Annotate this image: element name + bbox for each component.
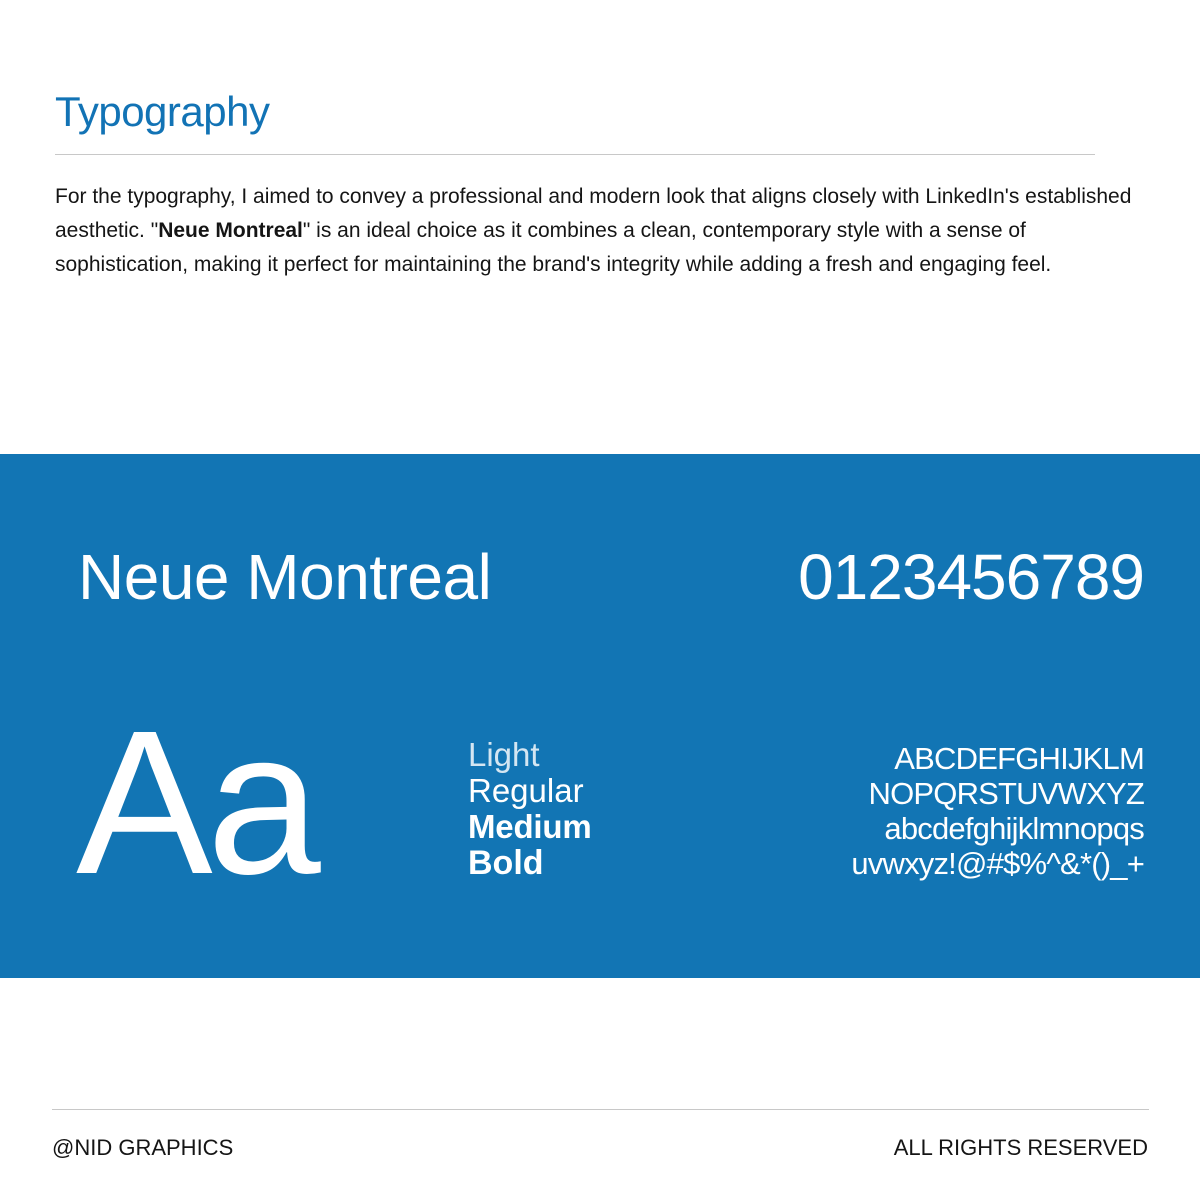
specimen-glyph-set [851, 741, 1144, 881]
glyph-line-symbols: uvwxyz!@#$%^&*()_+ [851, 846, 1144, 881]
weight-light: Light [468, 736, 540, 773]
specimen-digits: 0123456789 [798, 541, 1144, 613]
specimen-font-name: Neue Montreal [78, 541, 492, 613]
title-divider [55, 154, 1095, 155]
glyph-line-lowercase: abcdefghijklmnopqs [884, 811, 1144, 846]
weight-regular: Regular [468, 772, 584, 809]
weight-bold: Bold [468, 844, 544, 882]
footer-divider [52, 1109, 1149, 1110]
description-font-highlight: Neue Montreal [158, 219, 303, 242]
description-paragraph [55, 180, 1150, 282]
footer-rights: ALL RIGHTS RESERVED [893, 1135, 1148, 1160]
specimen-weights-list [468, 737, 591, 881]
glyph-line-uppercase-1: ABCDEFGHIJKLM [894, 741, 1144, 776]
footer-brand: @NID GRAPHICS [52, 1135, 234, 1160]
specimen-sample-aa: Aa [76, 688, 315, 917]
page-title: Typography [55, 88, 270, 135]
description-part-1: For the typography, I aimed to convey a professional and modern look that aligns closely with LinkedIn's established aesthetic. " [55, 185, 1132, 242]
description-part-2: " is an ideal choice as it combines a clean, contemporary style with a sense of sophistication, making it perfect for maintaining the brand's integrity while adding a fresh and engaging feel. [55, 219, 1052, 276]
glyph-line-uppercase-2: NOPQRSTUVWXYZ [868, 776, 1144, 811]
weight-medium: Medium [468, 808, 592, 845]
